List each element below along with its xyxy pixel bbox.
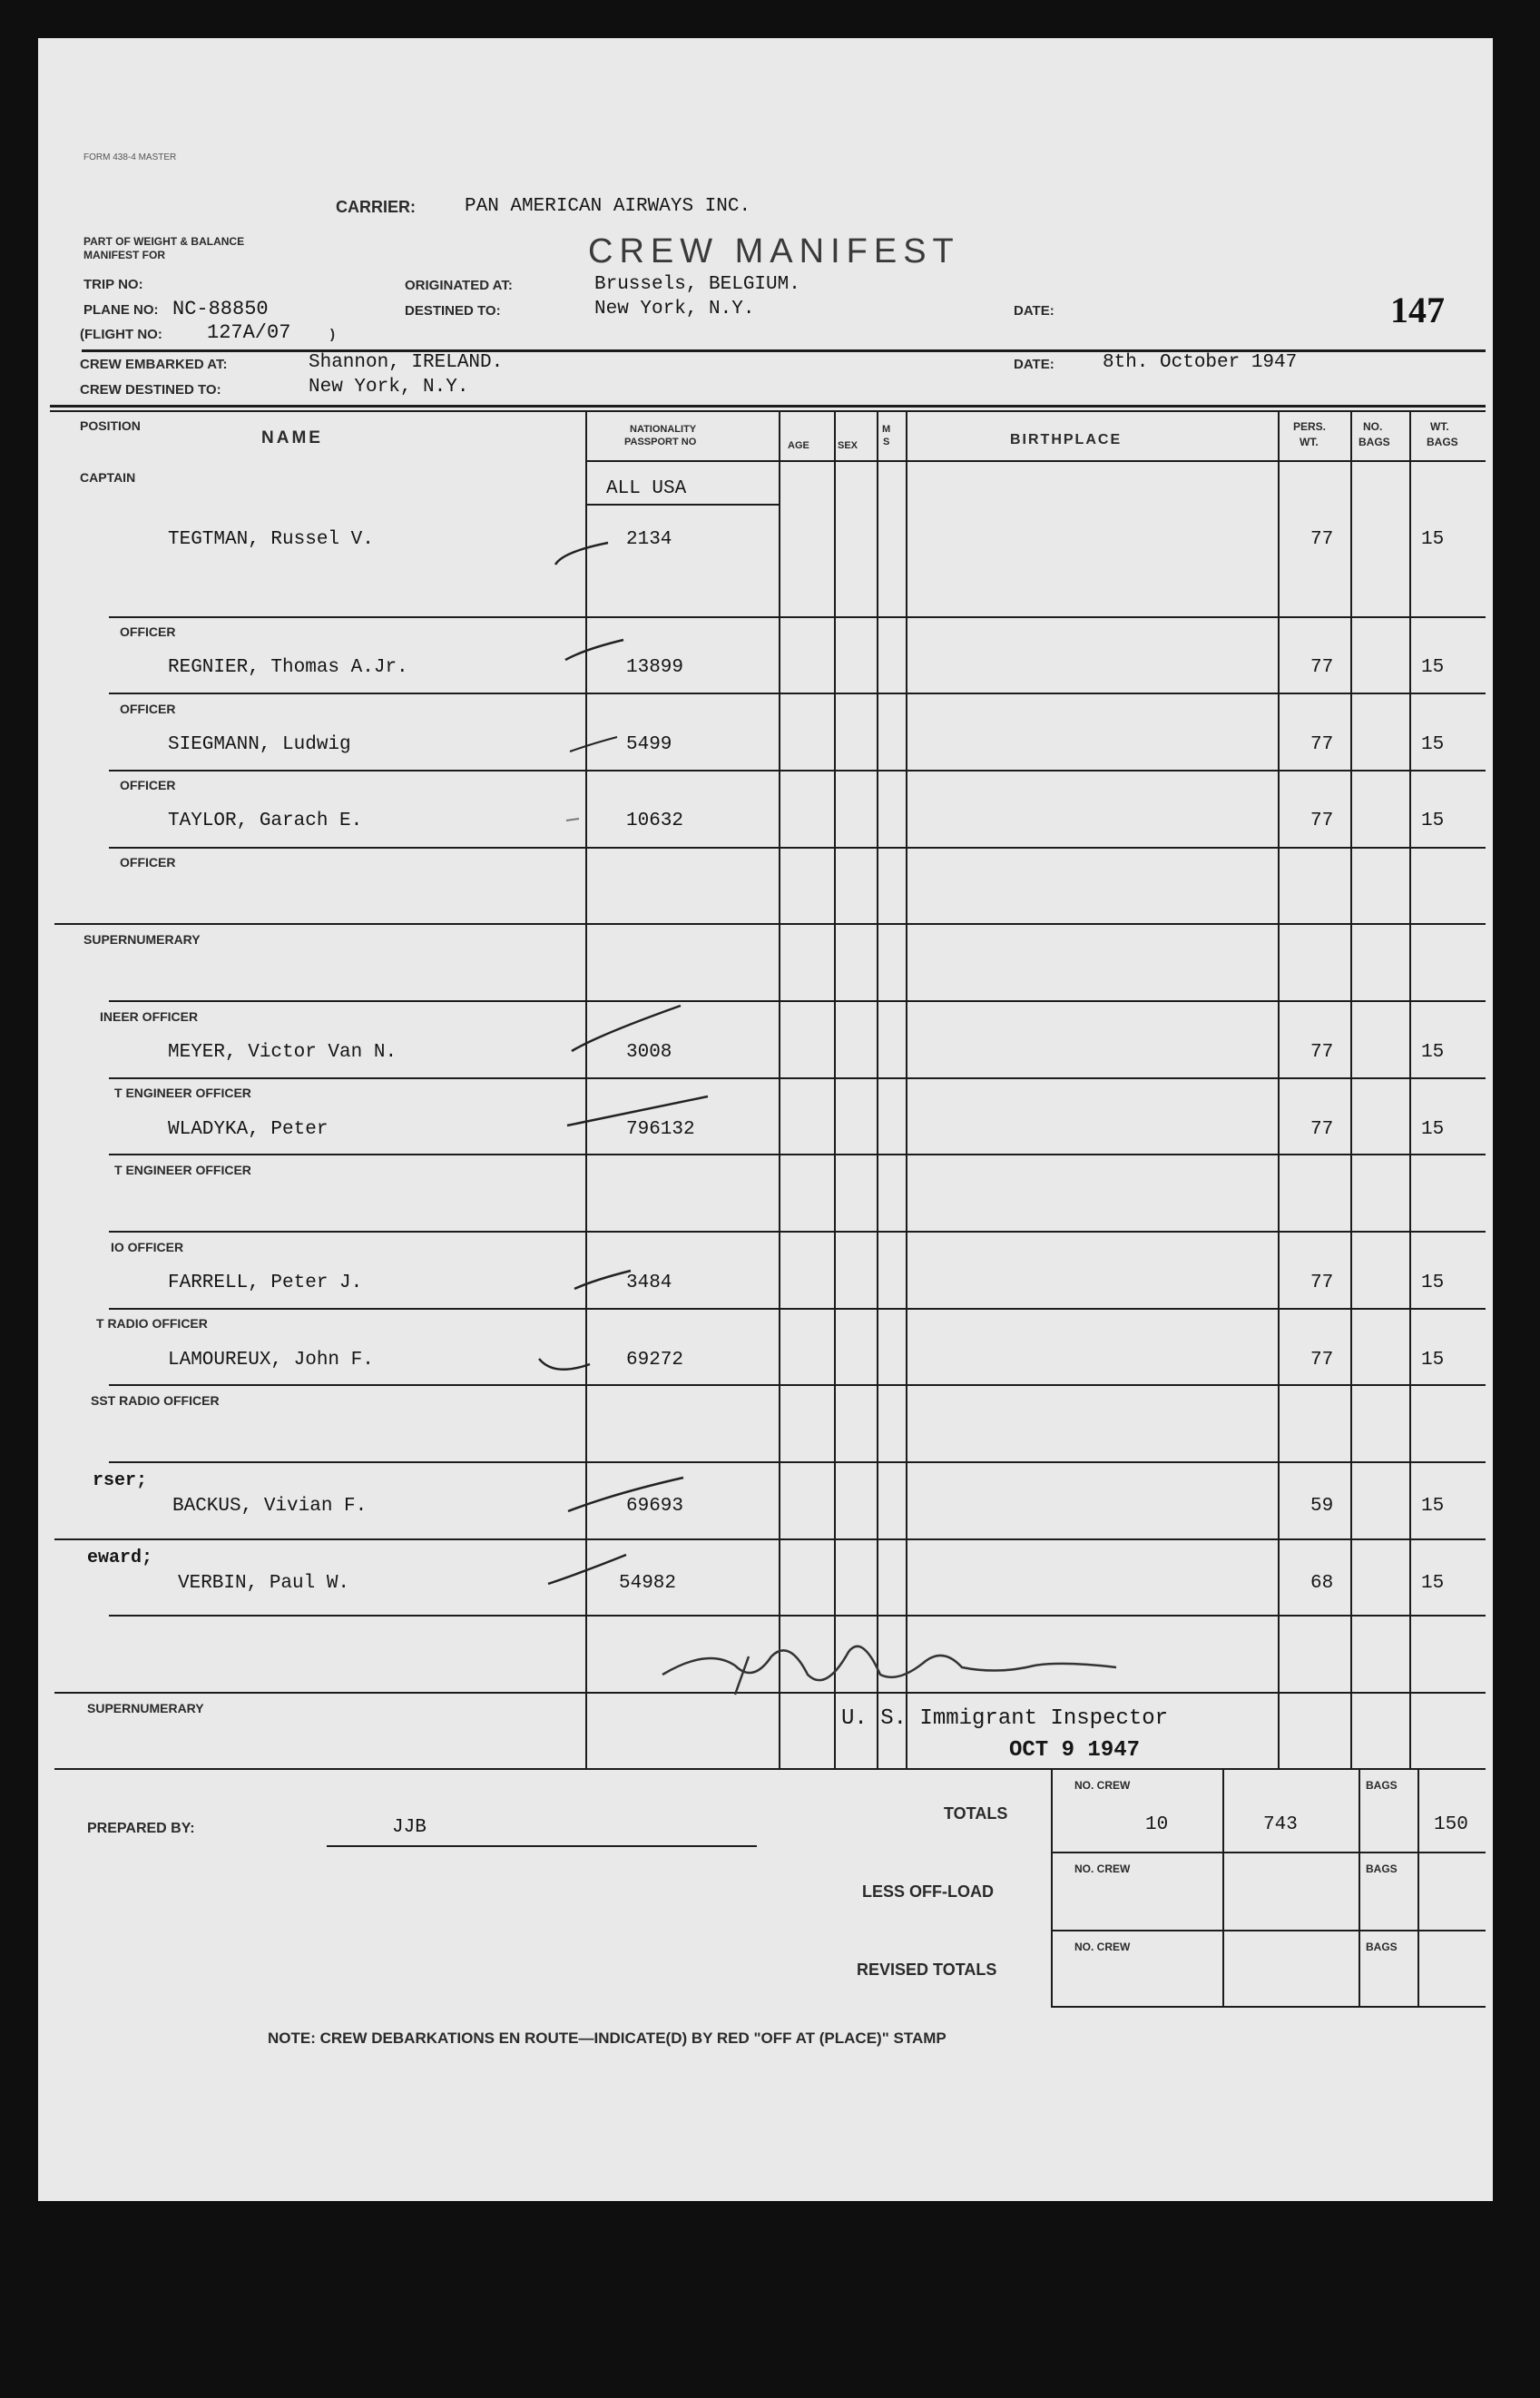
wt-bags-header: WT. (1430, 420, 1449, 433)
check-mark-icon (535, 1348, 608, 1384)
rule (54, 1768, 1486, 1770)
rule (109, 1384, 1486, 1386)
check-mark-icon (561, 1470, 688, 1516)
rule (1051, 1930, 1486, 1931)
total-crew-count: 10 (1145, 1814, 1169, 1835)
less-off-load-label: LESS OFF-LOAD (862, 1882, 994, 1901)
name-header: NAME (261, 428, 323, 447)
position-label: eward; (87, 1548, 153, 1568)
crew-passport: 3008 (626, 1042, 672, 1063)
position-label: OFFICER (120, 702, 176, 716)
grid-line (877, 410, 878, 1769)
crew-pers-wt: 77 (1310, 734, 1334, 755)
grid-line (1278, 410, 1280, 1769)
inspector-date: OCT 9 1947 (1009, 1738, 1141, 1763)
date-value: 8th. October 1947 (1103, 352, 1298, 373)
crew-passport: 54982 (619, 1573, 677, 1594)
ms-header-m: M (882, 424, 891, 435)
rule (1051, 2006, 1486, 2008)
form-number: FORM 438-4 MASTER (83, 152, 177, 162)
crew-passport: 3484 (626, 1273, 672, 1293)
crew-passport: 13899 (626, 657, 684, 678)
footer-note: NOTE: CREW DEBARKATIONS EN ROUTE—INDICATE(D) BY RED "OFF AT (PLACE)" STAMP (268, 2029, 947, 2047)
rule (109, 847, 1486, 849)
position-label: OFFICER (120, 778, 176, 792)
crew-destined-label: CREW DESTINED TO: (80, 382, 221, 398)
crew-pers-wt: 77 (1310, 529, 1334, 550)
grid-line (1350, 410, 1352, 1769)
position-label: SUPERNUMERARY (87, 1701, 204, 1715)
birthplace-header: BIRTHPLACE (1010, 432, 1123, 447)
rule (585, 504, 779, 506)
crew-name: WLADYKA, Peter (168, 1119, 329, 1140)
crew-pers-wt: 59 (1310, 1496, 1334, 1517)
position-label: rser; (93, 1470, 148, 1491)
crew-name: TAYLOR, Garach E. (168, 811, 363, 831)
crew-pers-wt: 77 (1310, 1350, 1334, 1371)
rule (109, 693, 1486, 694)
ms-header-s: S (883, 437, 890, 447)
crew-name: REGNIER, Thomas A.Jr. (168, 657, 408, 678)
grid-line (1051, 1770, 1053, 2008)
flight-number: 127A/07 (207, 321, 291, 344)
rule (109, 1000, 1486, 1002)
rule (109, 1077, 1486, 1079)
crew-wt-bags: 15 (1421, 657, 1445, 678)
position-label: T ENGINEER OFFICER (114, 1163, 251, 1177)
sex-header: SEX (838, 440, 858, 451)
crew-pers-wt: 77 (1310, 811, 1334, 831)
position-header: POSITION (80, 418, 141, 433)
grid-line (779, 410, 780, 1769)
check-mark-icon (544, 526, 617, 572)
crew-passport: 796132 (626, 1119, 695, 1140)
originated-value: Brussels, BELGIUM. (594, 274, 800, 295)
crew-name: LAMOUREUX, John F. (168, 1350, 374, 1371)
position-label: OFFICER (120, 855, 176, 870)
rule (327, 1845, 757, 1847)
position-label: SST RADIO OFFICER (91, 1393, 220, 1408)
no-crew-label: NO. CREW (1074, 1779, 1131, 1792)
check-mark-icon (544, 1548, 635, 1593)
grid-line (1222, 1770, 1224, 2008)
rule (50, 405, 1486, 408)
pers-wt-header-2: WT. (1300, 436, 1319, 448)
wt-bags-header-2: BAGS (1427, 436, 1458, 448)
bags-label: BAGS (1366, 1862, 1398, 1875)
total-bag-weight: 150 (1434, 1814, 1468, 1835)
crew-wt-bags: 15 (1421, 1273, 1445, 1293)
no-crew-label: NO. CREW (1074, 1941, 1131, 1953)
carrier-label: CARRIER: (336, 198, 416, 216)
passport-header: PASSPORT NO (624, 437, 697, 447)
grid-line (1417, 1770, 1419, 2008)
inspector-signature (653, 1611, 1125, 1702)
crew-pers-wt: 77 (1310, 657, 1334, 678)
check-mark-icon (563, 998, 690, 1062)
check-mark-icon (558, 631, 631, 667)
rule (109, 616, 1486, 618)
grid-line (1359, 1770, 1360, 2008)
crew-wt-bags: 15 (1421, 1350, 1445, 1371)
crew-wt-bags: 15 (1421, 1119, 1445, 1140)
crew-name: MEYER, Victor Van N. (168, 1042, 397, 1063)
crew-passport: 69693 (626, 1496, 684, 1517)
destined-value: New York, N.Y. (594, 299, 755, 319)
crew-wt-bags: 15 (1421, 1573, 1445, 1594)
embarked-label: CREW EMBARKED AT: (80, 357, 228, 372)
age-header: AGE (788, 440, 809, 451)
rule (1051, 1852, 1486, 1853)
no-crew-label: NO. CREW (1074, 1862, 1131, 1875)
embarked-value: Shannon, IRELAND. (309, 352, 504, 373)
revised-totals-label: REVISED TOTALS (857, 1961, 997, 1979)
rule (109, 770, 1486, 771)
check-mark-icon (567, 1262, 640, 1298)
position-label: CAPTAIN (80, 470, 136, 485)
position-label: T ENGINEER OFFICER (114, 1086, 251, 1100)
grid-line (834, 410, 836, 1769)
crew-passport: 69272 (626, 1350, 684, 1371)
grid-line (906, 410, 907, 1769)
originated-label: ORIGINATED AT: (405, 278, 513, 293)
trip-label: TRIP NO: (83, 277, 143, 292)
bags-label: BAGS (1366, 1941, 1398, 1953)
rule (50, 410, 1486, 412)
date-label: DATE: (1014, 357, 1054, 372)
nationality-header: NATIONALITY (630, 424, 697, 435)
check-mark-icon (563, 808, 599, 835)
bags-label: BAGS (1366, 1779, 1398, 1792)
carrier-value: PAN AMERICAN AIRWAYS INC. (465, 196, 751, 217)
grid-line (1409, 410, 1411, 1769)
no-bags-header: NO. (1363, 420, 1383, 433)
rule (54, 923, 1486, 925)
nationality-all: ALL USA (606, 478, 687, 499)
rule (109, 1461, 1486, 1463)
document-title: CREW MANIFEST (588, 232, 960, 270)
rule (54, 1538, 1486, 1540)
crew-pers-wt: 77 (1310, 1273, 1334, 1293)
check-mark-icon (558, 1089, 712, 1135)
crew-pers-wt: 68 (1310, 1573, 1334, 1594)
crew-passport: 10632 (626, 811, 684, 831)
pers-wt-header: PERS. (1293, 420, 1327, 433)
crew-pers-wt: 77 (1310, 1119, 1334, 1140)
date-label-top: DATE: (1014, 303, 1054, 319)
crew-name: SIEGMANN, Ludwig (168, 734, 351, 755)
crew-wt-bags: 15 (1421, 529, 1445, 550)
inspector-title: U. S. Immigrant Inspector (841, 1706, 1169, 1731)
flight-close: ) (330, 327, 335, 342)
page-number: 147 (1390, 290, 1445, 330)
crew-wt-bags: 15 (1421, 734, 1445, 755)
total-weight: 743 (1263, 1814, 1298, 1835)
rule (109, 1308, 1486, 1310)
crew-wt-bags: 15 (1421, 811, 1445, 831)
totals-label: TOTALS (944, 1804, 1008, 1823)
crew-pers-wt: 77 (1310, 1042, 1334, 1063)
position-label: SUPERNUMERARY (83, 932, 201, 947)
rule (109, 1154, 1486, 1155)
check-mark-icon (563, 726, 626, 762)
no-bags-header-2: BAGS (1359, 436, 1390, 448)
crew-passport: 5499 (626, 734, 672, 755)
destined-label: DESTINED TO: (405, 303, 501, 319)
position-label: IO OFFICER (111, 1240, 184, 1254)
position-label: OFFICER (120, 624, 176, 639)
crew-wt-bags: 15 (1421, 1042, 1445, 1063)
crew-name: TEGTMAN, Russel V. (168, 529, 374, 550)
plane-number: NC-88850 (172, 298, 269, 320)
position-label: INEER OFFICER (100, 1009, 199, 1024)
crew-name: BACKUS, Vivian F. (172, 1496, 368, 1517)
flight-label: (FLIGHT NO: (80, 327, 162, 342)
manifest-for-label: MANIFEST FOR (83, 249, 165, 261)
crew-wt-bags: 15 (1421, 1496, 1445, 1517)
prepared-value: JJB (392, 1817, 427, 1838)
plane-label: PLANE NO: (83, 302, 159, 318)
rule (109, 1231, 1486, 1233)
crew-name: VERBIN, Paul W. (178, 1573, 350, 1594)
part-of-label: PART OF WEIGHT & BALANCE (83, 235, 245, 248)
crew-passport: 2134 (626, 529, 672, 550)
crew-destined-value: New York, N.Y. (309, 377, 469, 398)
crew-name: FARRELL, Peter J. (168, 1273, 363, 1293)
prepared-label: PREPARED BY: (87, 1821, 195, 1836)
position-label: T RADIO OFFICER (96, 1316, 208, 1331)
